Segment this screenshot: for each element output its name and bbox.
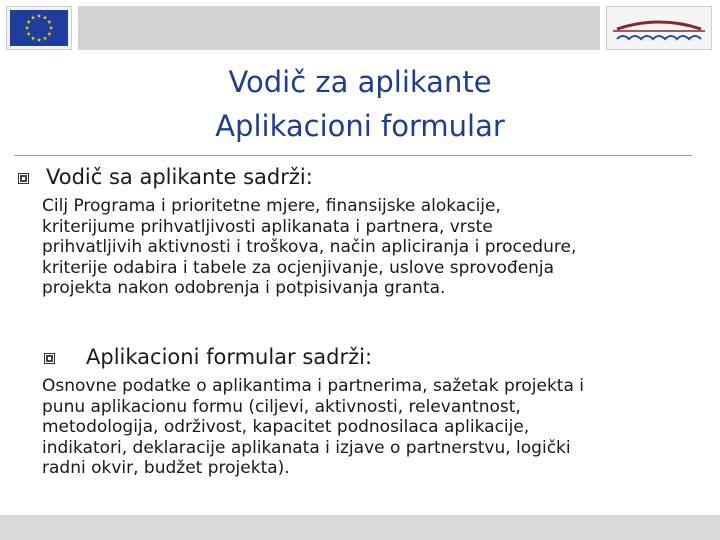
section1-line: kriterije odabira i tabele za ocjenjivanje, uslove sprovođenja <box>42 257 555 278</box>
eu-stars-icon <box>10 10 68 46</box>
header-band <box>78 6 600 50</box>
eu-star-icon <box>31 15 35 19</box>
eu-star-icon <box>43 15 47 19</box>
eu-flag-icon <box>10 10 68 46</box>
eu-flag-logo <box>6 6 72 50</box>
square-bullet-icon <box>18 173 29 184</box>
programme-logo-graphic <box>607 7 711 49</box>
title-line-2: Aplikacioni formular <box>215 109 505 143</box>
square-bullet-icon <box>44 353 55 364</box>
eu-star-icon <box>31 36 35 40</box>
title-divider <box>14 155 692 156</box>
section2-line: indikatori, deklaracije aplikanata i izjave o partnerstvu, logički <box>42 437 571 458</box>
section2-line: Osnovne podatke o aplikantima i partnerima, sažetak projekta i <box>42 376 584 396</box>
title-line-1: Vodič za aplikante <box>228 65 492 99</box>
page-title <box>0 60 720 148</box>
section1-paragraph <box>42 196 702 299</box>
eu-star-icon <box>49 26 53 30</box>
section2-paragraph <box>42 376 702 479</box>
eu-star-icon <box>25 26 29 30</box>
section2-line: punu aplikacionu formu (ciljevi, aktivnosti, relevantnost, <box>42 396 521 417</box>
section1-line: Cilj Programa i prioritetne mjere, finansijske alokacije, <box>42 196 501 216</box>
eu-star-icon <box>27 32 31 36</box>
section1-line: projekta nakon odobrenja i potpisivanja granta. <box>42 278 446 298</box>
eu-star-icon <box>43 36 47 40</box>
eu-star-icon <box>47 20 51 24</box>
section1-heading: Vodič sa aplikante sadrži: <box>46 165 313 189</box>
eu-star-icon <box>47 32 51 36</box>
header-bar <box>0 0 720 56</box>
section2-line: metodologija, održivost, kapacitet podnosilaca aplikacije, <box>42 417 530 437</box>
section2-line: radni okvir, budžet projekta). <box>42 458 290 478</box>
section2-heading: Aplikacioni formular sadrži: <box>86 345 373 369</box>
section1-line: kriterijume prihvatljivosti aplikanata i partnera, vrste <box>42 216 493 237</box>
eu-star-icon <box>37 14 41 18</box>
footer-band <box>0 515 720 540</box>
eu-star-icon <box>27 20 31 24</box>
eu-star-icon <box>37 38 41 42</box>
section1-line: prihvatljivih aktivnosti i troškova, način apliciranja i procedure, <box>42 237 577 257</box>
programme-logo-icon <box>606 6 712 50</box>
